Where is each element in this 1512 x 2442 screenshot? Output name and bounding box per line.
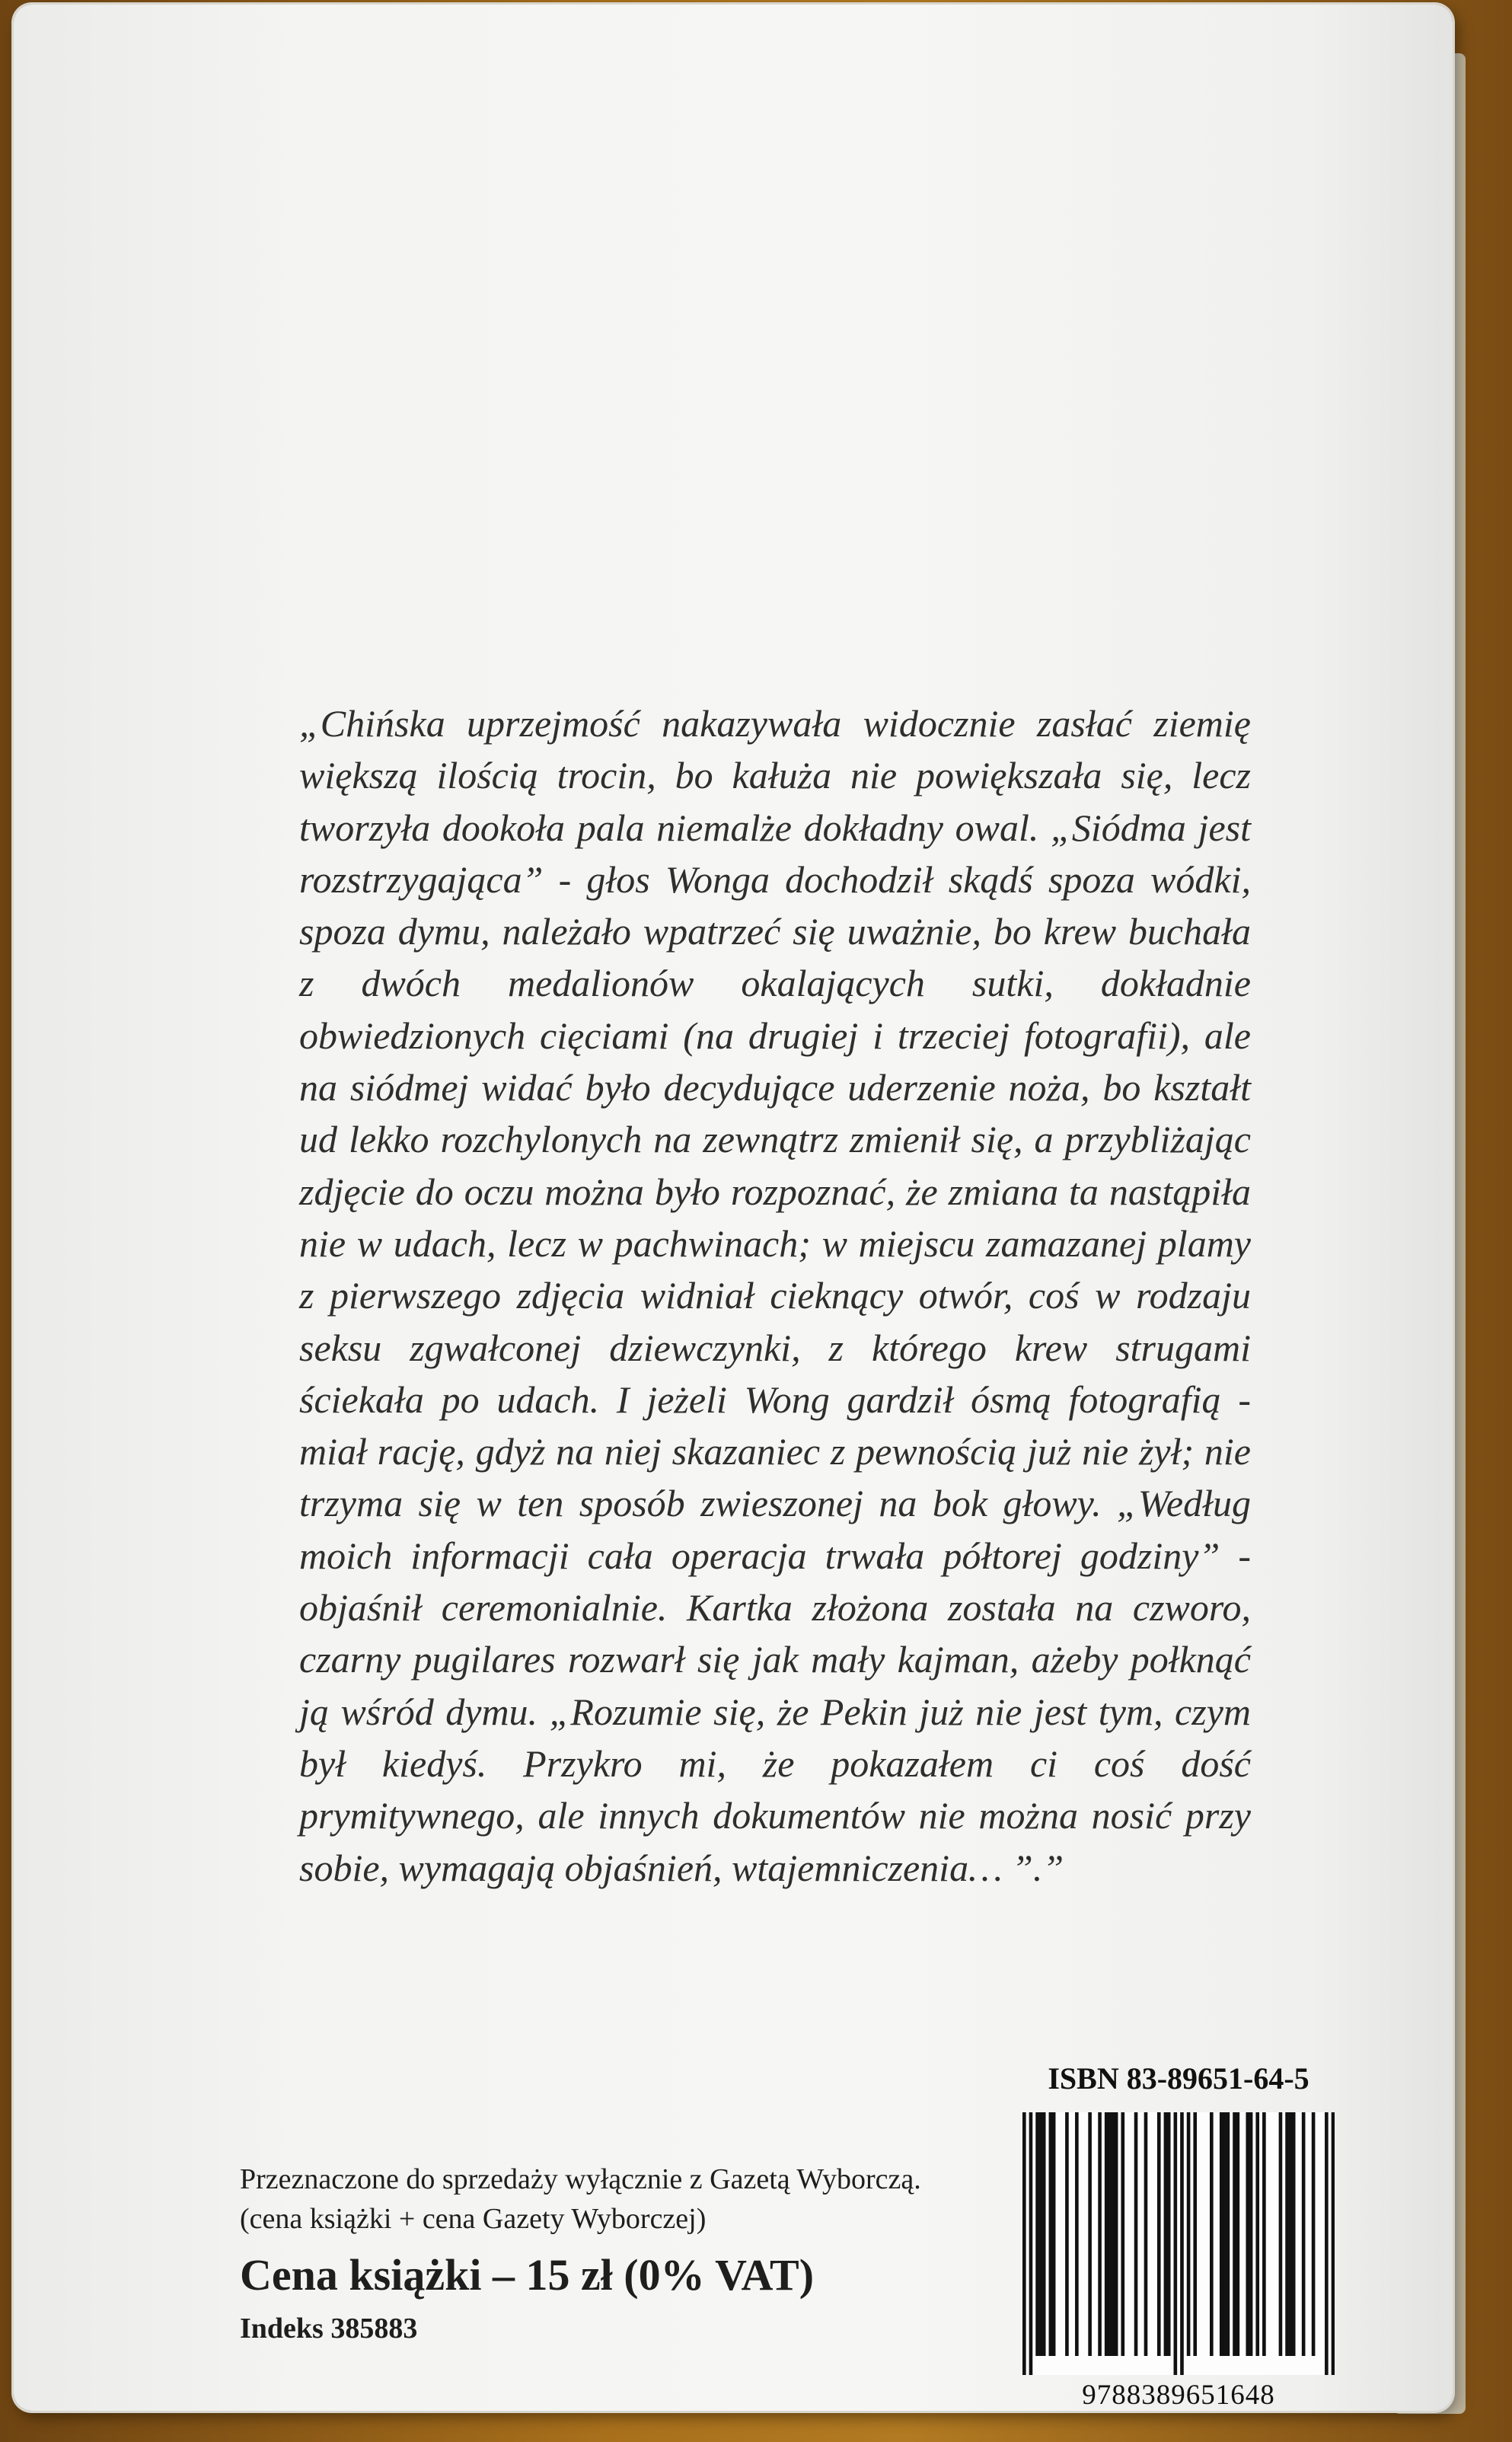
barcode-bar [1289,2112,1293,2356]
barcode-bar [1108,2112,1112,2356]
barcode-bar [1246,2112,1249,2356]
barcode-bar [1223,2112,1227,2356]
barcode-bar [1065,2112,1069,2356]
barcode-bar [1292,2112,1296,2356]
barcode-bar [1279,2112,1283,2356]
barcode-bar [1180,2112,1184,2375]
barcode-bar [1193,2112,1197,2356]
barcode-bar [1332,2112,1335,2375]
barcode-bar [1325,2112,1329,2375]
barcode-bar [1167,2112,1171,2356]
barcode-bar [1312,2112,1316,2356]
barcode-bar [1035,2112,1039,2356]
barcode-bar [1052,2112,1056,2356]
isbn-number: ISBN 83-89651-64-5 [1048,2061,1309,2096]
publisher-note [240,2159,1077,2350]
barcode-bar [1049,2112,1053,2356]
barcode-bar [1255,2112,1259,2356]
barcode-bar [1174,2112,1178,2375]
barcode-bar [1022,2112,1026,2375]
isbn-block [1022,2061,1335,2413]
barcode-bar [1227,2112,1230,2356]
barcode-bar [1105,2112,1108,2356]
barcode-bar [1042,2112,1046,2356]
barcode-bar [1029,2112,1033,2375]
barcode-bar [1187,2112,1191,2356]
barcode-bar [1134,2112,1138,2356]
barcode-bar [1220,2112,1223,2356]
barcode [1022,2112,1335,2375]
sale-restriction-note: Przeznaczone do sprzedaży wyłącznie z Gazetą Wyborczą. [240,2163,921,2195]
barcode-bar [1164,2112,1168,2356]
price-composition-note: (cena książki + cena Gazety Wyborczej) [240,2203,707,2235]
barcode-bar [1144,2112,1148,2356]
barcode-bar [1236,2112,1240,2356]
barcode-bar [1098,2112,1102,2356]
barcode-bar [1210,2112,1214,2356]
barcode-bar [1302,2112,1306,2356]
barcode-bar [1039,2112,1043,2356]
barcode-bar [1233,2112,1236,2356]
barcode-bar [1088,2112,1092,2356]
book-back-cover [14,5,1453,2411]
barcode-digits: 9788389651648 [1082,2380,1275,2411]
barcode-bar [1249,2112,1253,2356]
blurb-excerpt: „Chińska uprzejmość nakazywała widocznie zasłać ziemię większą ilością trocin, bo kałuża nie powiększała się, lecz tworzyła dookoła pala niemalże dokładny owal. „Siódma jest rozstrzygająca” - głos Wonga dochodził skądś spoza wódki, spoza dymu, należało wpatrzeć się uważnie, bo krew buchała z dwóch medalionów okalających sutki, dokładnie obwiedzionych cięciami (na drugiej i trzeciej fotografii), ale na siódmej widać było decydujące uderzenie noża, bo kształt ud lekko rozchylonych na zewnątrz zmienił się, a przybliżając zdjęcie do oczu można było rozpoznać, że zmiana ta nastąpiła nie w udach, lecz w pachwinach; w miejscu zamazanej plamy z pierwszego zdjęcia widniał cieknący otwór, coś w rodzaju seksu zgwałconej dziewczynki, z którego krew strugami ściekała po udach. I jeżeli Wong gardził ósmą fotografią - miał rację, gdyż na niej skazaniec z pewnością już nie żył; nie trzyma się w ten sposób zwieszonej na bok głowy. „Według moich informacji cała operacja trwała półtorej godziny” - objaśnił ceremonialnie. Kartka złożona została na czworo, czarny pugilares rozwarł się jak mały kajman, ażeby połknąć ją wśród dymu. „Rozumie się, że Pekin już nie jest tym, czym był kiedyś. Przykro mi, że pokazałem ci coś dość prymitywnego, ale innych dokumentów nie można nosić przy sobie, wymagają objaśnień, wtajemniczenia… ”.” [299,702,1251,1889]
barcode-bar [1115,2112,1118,2356]
barcode-bar [1121,2112,1124,2356]
barcode-bar [1112,2112,1115,2356]
book-price: Cena książki – 15 zł (0% VAT) [240,2250,815,2300]
barcode-bar [1285,2112,1289,2356]
index-number: Indeks 385883 [240,2313,418,2345]
barcode-bar [1262,2112,1266,2356]
barcode-bar [1075,2112,1079,2356]
barcode-bar [1157,2112,1161,2356]
